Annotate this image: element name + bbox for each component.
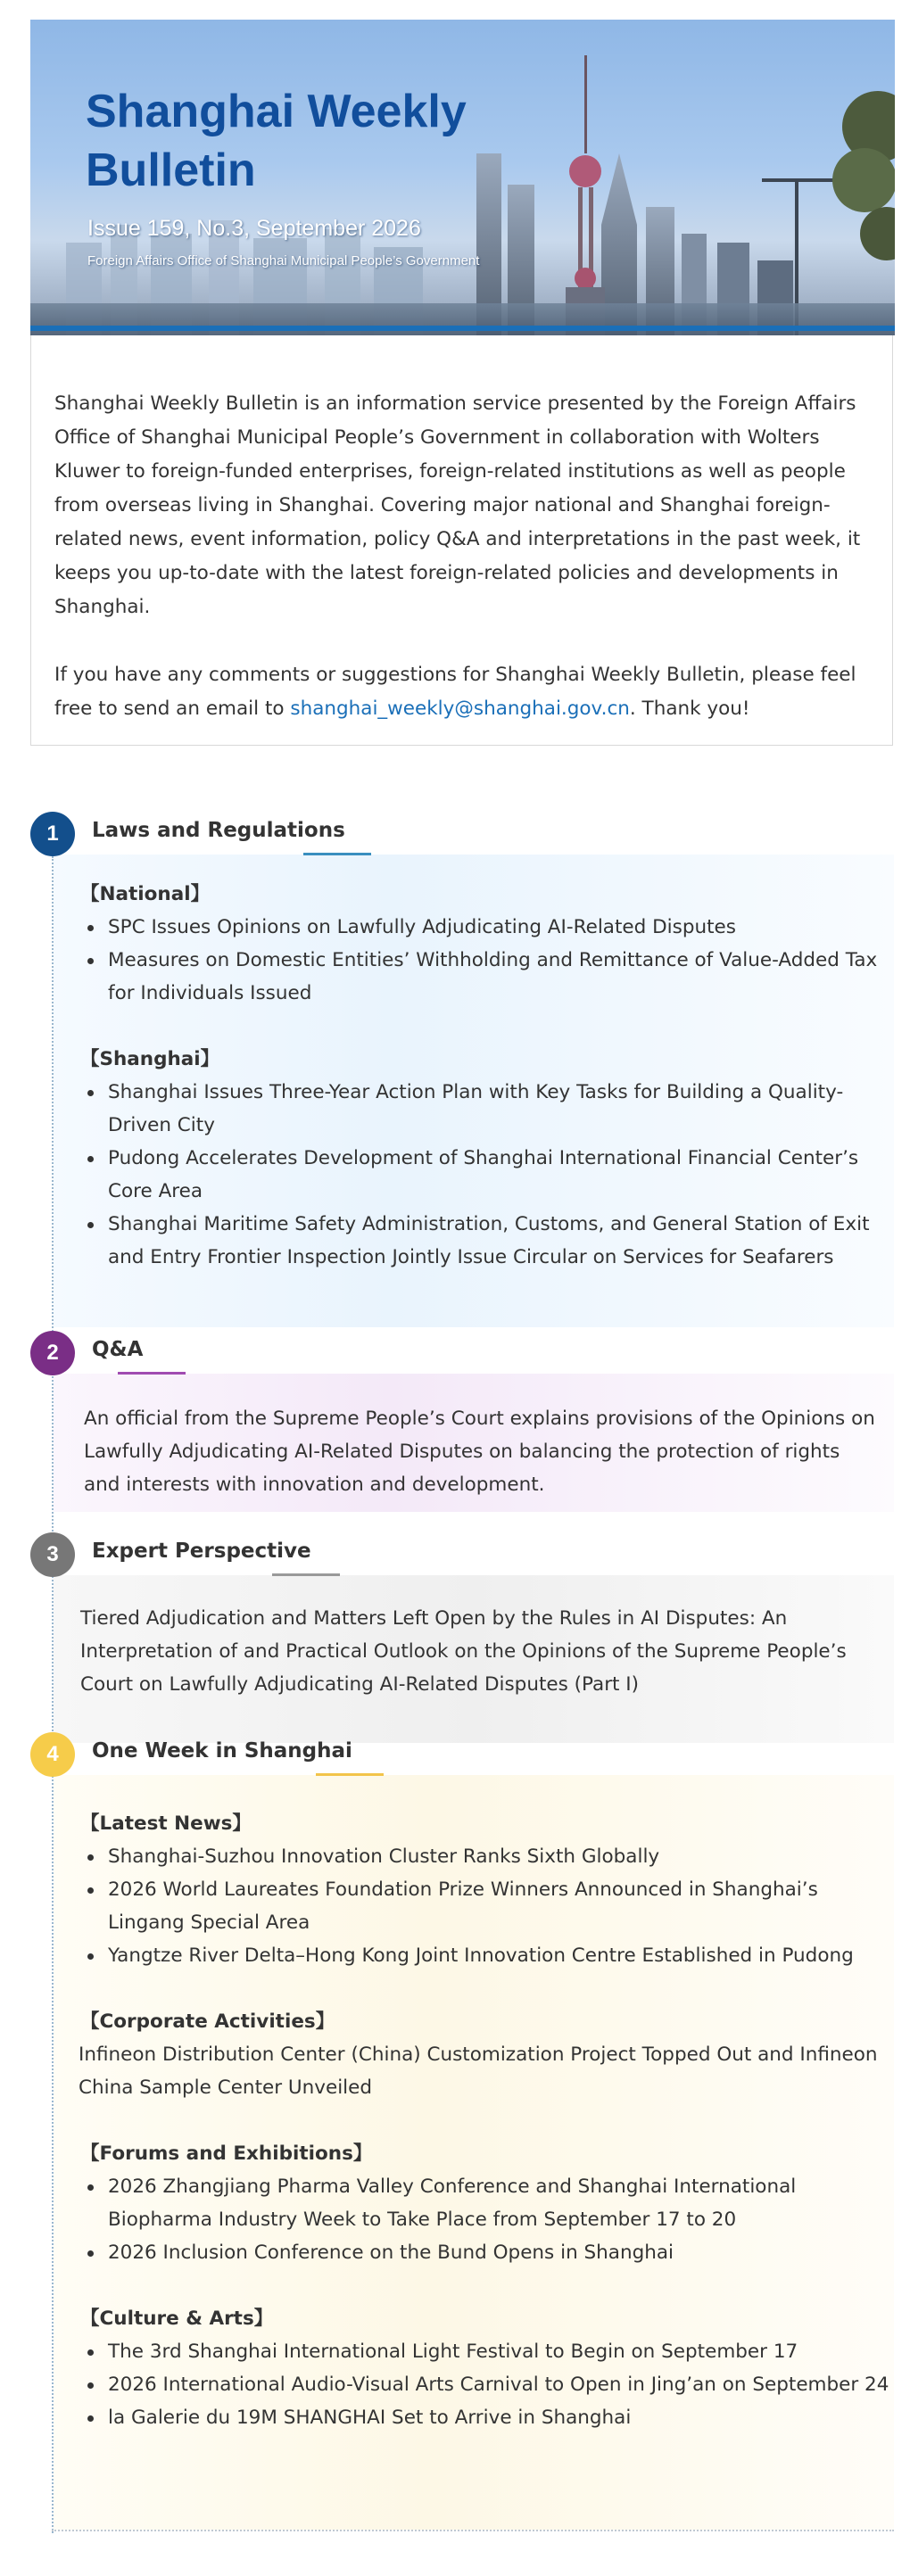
- intro-box: [30, 335, 893, 746]
- qa-text[interactable]: An official from the Supreme People’s Court explains provisions of the Opinions on Lawfully Adjudicating AI-Related Disputes on balancing the protection of rights and interests with innovation and development.: [84, 1408, 875, 1496]
- list-item[interactable]: 2026 International Audio-Visual Arts Carnival to Open in Jing’an on September 24: [80, 2368, 892, 2401]
- contact-paragraph: [54, 658, 865, 726]
- news-list: [80, 1076, 892, 1274]
- list-item[interactable]: 2026 Inclusion Conference on the Bund Opens in Shanghai: [80, 2236, 892, 2269]
- contact-text: If you have any comments or suggestions for Shanghai Weekly Bulletin, please feel free to send an email to: [54, 664, 856, 720]
- corporate-text[interactable]: Infineon Distribution Center (China) Customization Project Topped Out and Infineon China Sample Center Unveiled: [79, 2043, 878, 2099]
- list-item[interactable]: Yangtze River Delta–Hong Kong Joint Innovation Centre Established in Pudong: [80, 1939, 892, 1972]
- section-expert-body: [80, 1602, 874, 1701]
- list-item[interactable]: 2026 World Laureates Foundation Prize Winners Announced in Shanghai’s Lingang Special Area: [80, 1873, 892, 1939]
- list-item[interactable]: Shanghai-Suzhou Innovation Cluster Ranks Sixth Globally: [80, 1840, 892, 1873]
- section-number-badge: 2: [30, 1331, 75, 1375]
- section-title: One Week in Shanghai: [92, 1739, 352, 1763]
- list-item[interactable]: Measures on Domestic Entities’ Withholding and Remittance of Value-Added Tax for Individuals Issued: [80, 944, 892, 1010]
- list-item[interactable]: Shanghai Issues Three-Year Action Plan with Key Tasks for Building a Quality-Driven City: [80, 1076, 892, 1142]
- section-number-badge: 3: [30, 1532, 75, 1577]
- section-number-badge: 4: [30, 1732, 75, 1777]
- list-item[interactable]: Pudong Accelerates Development of Shanghai International Financial Center’s Core Area: [80, 1142, 892, 1208]
- subsection-heading: 【Shanghai】: [80, 1048, 220, 1070]
- expert-text[interactable]: Tiered Adjudication and Matters Left Open by the Rules in AI Disputes: An Interpretation of and Practical Outlook on the Opinions of the Supreme People’s Court on Lawfully Adjudicating AI-Related Disputes (Part I): [80, 1607, 847, 1696]
- news-list: [80, 911, 892, 1010]
- subsection-heading: 【Latest News】: [80, 1812, 252, 1835]
- subsection-heading: 【Culture & Arts】: [80, 2308, 274, 2330]
- section-title-underline: [272, 1573, 340, 1576]
- section-number-badge: 1: [30, 812, 75, 856]
- publisher-name: Foreign Affairs Office of Shanghai Municipal People’s Government: [87, 253, 480, 268]
- section-title-underline: [303, 853, 371, 855]
- list-item[interactable]: la Galerie du 19M SHANGHAI Set to Arrive in Shanghai: [80, 2401, 892, 2434]
- section-qa-body: [84, 1402, 878, 1501]
- email-link[interactable]: shanghai_weekly@shanghai.gov.cn: [290, 698, 630, 720]
- section-laws-body: [80, 878, 892, 1274]
- banner-divider: [30, 326, 895, 331]
- section-week-body: [80, 1807, 892, 2434]
- header-banner: [30, 20, 895, 335]
- news-list: [80, 2335, 892, 2434]
- subsection-heading: 【Forums and Exhibitions】: [80, 2143, 373, 2165]
- section-title-underline: [316, 1773, 384, 1776]
- news-list: [80, 1840, 892, 1972]
- section-title-underline: [118, 1372, 186, 1375]
- list-item[interactable]: SPC Issues Opinions on Lawfully Adjudicating AI-Related Disputes: [80, 911, 892, 944]
- section-title: Q&A: [92, 1338, 144, 1361]
- subsection-heading: 【Corporate Activities】: [80, 2010, 335, 2033]
- news-list: [80, 2170, 892, 2269]
- banner-title: Shanghai Weekly Bulletin: [86, 86, 467, 196]
- list-item[interactable]: Shanghai Maritime Safety Administration, Customs, and General Station of Exit and Entry Frontier Inspection Jointly Issue Circular on Services for Seafarers: [80, 1208, 892, 1274]
- contact-text-end: . Thank you!: [629, 698, 750, 720]
- bottom-divider: [52, 2530, 894, 2531]
- intro-paragraph: Shanghai Weekly Bulletin is an information service presented by the Foreign Affairs Office of Shanghai Municipal People’s Government in collaboration with Wolters Kluwer to foreign-funded enterprises, foreign-related institutions as well as people from overseas living in Shanghai. Covering major national and Shanghai foreign-related news, event information, policy Q&A and interpretations in the past week, it keeps you up-to-date with the latest foreign-related policies and developments in Shanghai.: [54, 392, 861, 618]
- list-item[interactable]: The 3rd Shanghai International Light Festival to Begin on September 17: [80, 2335, 892, 2368]
- section-title: Expert Perspective: [92, 1540, 311, 1563]
- section-title: Laws and Regulations: [92, 819, 345, 842]
- issue-info: Issue 159, No.3, September 2026: [87, 216, 421, 241]
- list-item[interactable]: 2026 Zhangjiang Pharma Valley Conference and Shanghai International Biopharma Industry Week to Take Place from September 17 to 20: [80, 2170, 892, 2236]
- subsection-heading: 【National】: [80, 883, 211, 905]
